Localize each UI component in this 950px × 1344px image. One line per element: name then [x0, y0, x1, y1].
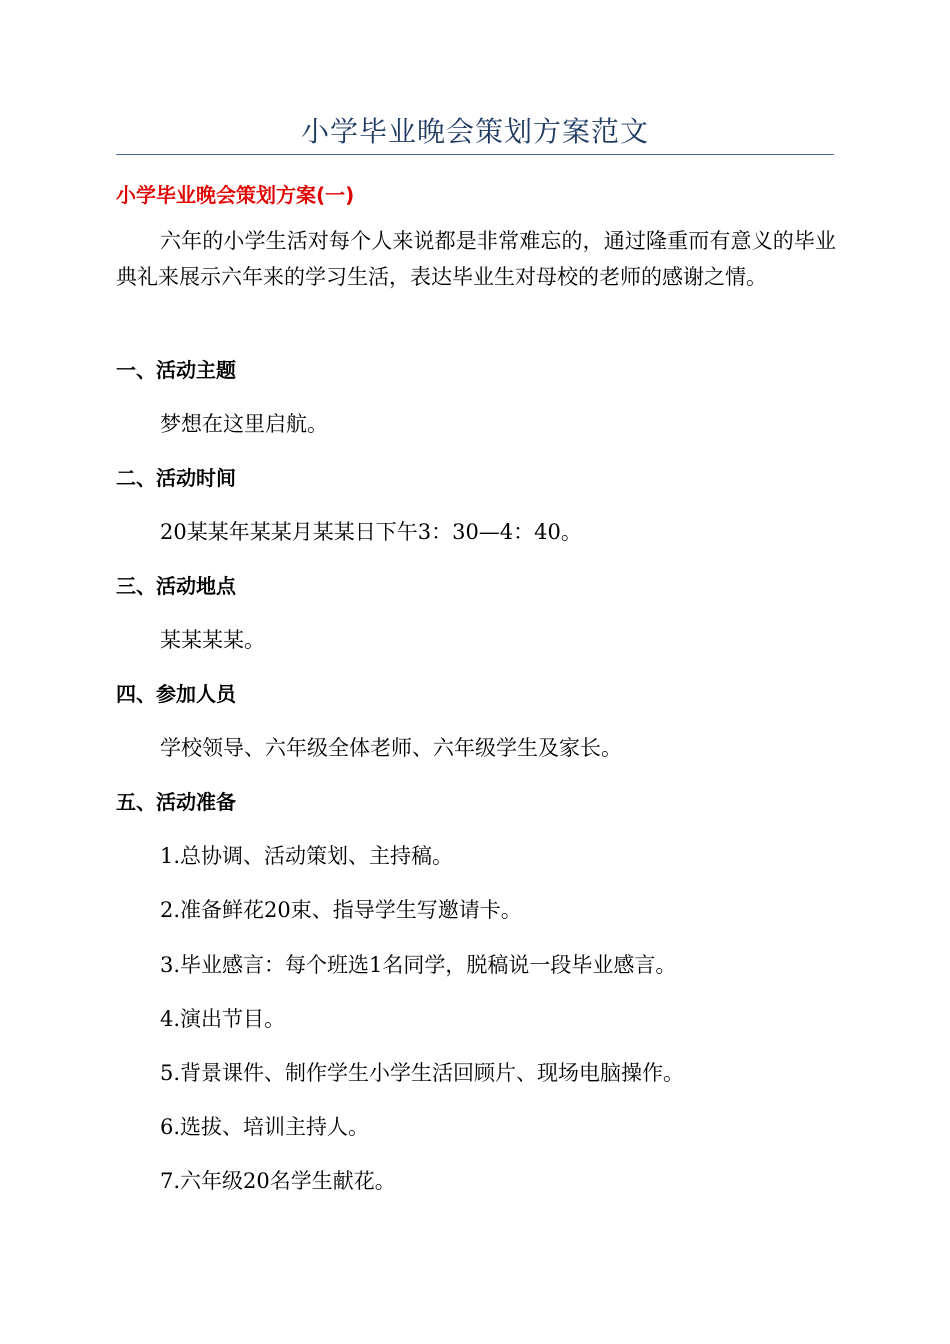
theme-content: 梦想在这里启航。	[160, 412, 328, 436]
heading-theme: 一、活动主题	[116, 358, 236, 382]
heading-participants: 四、参加人员	[116, 682, 236, 706]
list-item: 7.六年级20名学生献花。	[160, 1169, 396, 1193]
heading-preparation: 五、活动准备	[116, 790, 236, 814]
document-title: 小学毕业晚会策划方案范文	[300, 115, 649, 148]
intro-paragraph: 六年的小学生活对每个人来说都是非常难忘的，通过隆重而有意义的毕业典礼来展示六年来的学习生活，表达毕业生对母校的老师的感谢之情。	[116, 229, 836, 289]
list-item: 6.选拔、培训主持人。	[160, 1115, 370, 1139]
list-item: 4.演出节目。	[160, 1007, 286, 1031]
location-content: 某某某某。	[160, 628, 265, 652]
time-content: 20某某年某某月某某日下午3：30—4：40。	[160, 520, 582, 544]
list-item: 1.总协调、活动策划、主持稿。	[160, 844, 454, 868]
title-divider	[116, 154, 834, 155]
heading-time: 二、活动时间	[116, 466, 236, 490]
heading-location: 三、活动地点	[116, 574, 236, 598]
list-item: 2.准备鲜花20束、指导学生写邀请卡。	[160, 898, 522, 922]
section-title: 小学毕业晚会策划方案(一)	[116, 183, 355, 207]
list-item: 3.毕业感言：每个班选1名同学，脱稿说一段毕业感言。	[160, 953, 677, 977]
list-item: 5.背景课件、制作学生小学生活回顾片、现场电脑操作。	[160, 1061, 685, 1085]
participants-content: 学校领导、六年级全体老师、六年级学生及家长。	[160, 736, 622, 760]
